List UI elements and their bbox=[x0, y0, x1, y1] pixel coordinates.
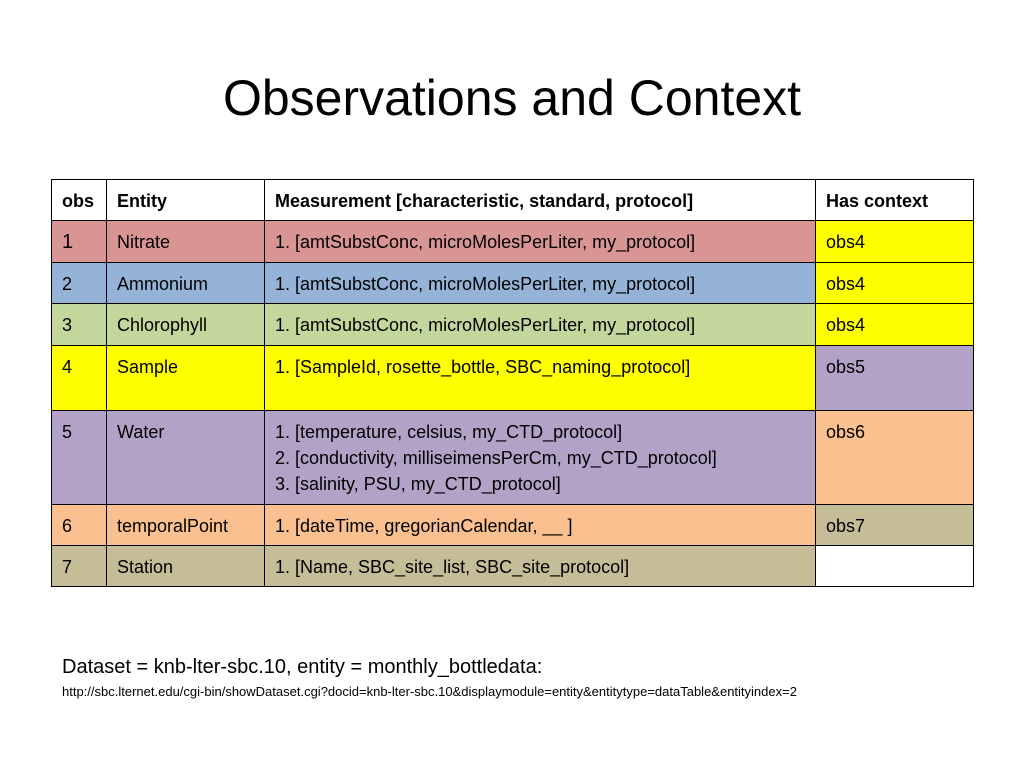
entity-cell: temporalPoint bbox=[107, 505, 265, 546]
context-cell: obs4 bbox=[816, 304, 974, 346]
header-has-context: Has context bbox=[816, 180, 974, 221]
measurement-cell bbox=[265, 263, 816, 304]
entity-cell: Sample bbox=[107, 346, 265, 411]
dataset-caption: Dataset = knb-lter-sbc.10, entity = monthly_bottledata: bbox=[62, 656, 543, 678]
table-header-row bbox=[52, 180, 974, 221]
measurement-cell bbox=[265, 346, 816, 411]
obs-cell: 4 bbox=[52, 346, 107, 411]
obs-cell: 5 bbox=[52, 411, 107, 505]
entity-cell: Ammonium bbox=[107, 263, 265, 304]
entity-cell: Chlorophyll bbox=[107, 304, 265, 346]
entity-cell: Station bbox=[107, 546, 265, 587]
table-row bbox=[52, 263, 974, 304]
measurement-line: 1. [amtSubstConc, microMolesPerLiter, my_protocol] bbox=[275, 232, 696, 252]
obs-cell: 2 bbox=[52, 263, 107, 304]
measurement-line: 1. [Name, SBC_site_list, SBC_site_protocol] bbox=[275, 557, 630, 577]
measurement-line: 3. [salinity, PSU, my_CTD_protocol] bbox=[275, 474, 561, 494]
table-row bbox=[52, 411, 974, 505]
dataset-url: http://sbc.lternet.edu/cgi-bin/showDataset.cgi?docid=knb-lter-sbc.10&displaymodule=entity&entitytype=dataTable&entityindex=2 bbox=[62, 684, 797, 699]
entity-cell: Nitrate bbox=[107, 221, 265, 263]
table-row bbox=[52, 346, 974, 411]
context-cell: obs4 bbox=[816, 263, 974, 304]
context-cell: obs5 bbox=[816, 346, 974, 411]
measurement-cell bbox=[265, 221, 816, 263]
measurement-line: 1. [amtSubstConc, microMolesPerLiter, my_protocol] bbox=[275, 274, 696, 294]
measurement-line: 1. [SampleId, rosette_bottle, SBC_naming_protocol] bbox=[275, 357, 691, 377]
measurement-line: 1. [dateTime, gregorianCalendar, __ ] bbox=[275, 516, 573, 536]
table-row bbox=[52, 304, 974, 346]
context-cell: obs6 bbox=[816, 411, 974, 505]
measurement-cell bbox=[265, 546, 816, 587]
header-obs: obs bbox=[52, 180, 107, 221]
measurement-cell bbox=[265, 505, 816, 546]
obs-cell: 1 bbox=[52, 221, 107, 263]
measurement-cell bbox=[265, 304, 816, 346]
context-cell bbox=[816, 546, 974, 587]
header-entity: Entity bbox=[107, 180, 265, 221]
measurement-line: 1. [temperature, celsius, my_CTD_protocol] bbox=[275, 422, 623, 442]
measurement-line: 1. [amtSubstConc, microMolesPerLiter, my_protocol] bbox=[275, 315, 696, 335]
header-measurement: Measurement [characteristic, standard, protocol] bbox=[265, 180, 816, 221]
context-cell: obs7 bbox=[816, 505, 974, 546]
obs-cell: 7 bbox=[52, 546, 107, 587]
obs-cell: 3 bbox=[52, 304, 107, 346]
table-row bbox=[52, 221, 974, 263]
entity-cell: Water bbox=[107, 411, 265, 505]
context-cell: obs4 bbox=[816, 221, 974, 263]
measurement-cell bbox=[265, 411, 816, 505]
obs-cell: 6 bbox=[52, 505, 107, 546]
measurement-line: 2. [conductivity, milliseimensPerCm, my_CTD_protocol] bbox=[275, 448, 717, 468]
slide-title: Observations and Context bbox=[222, 70, 802, 126]
table-row bbox=[52, 505, 974, 546]
observations-table bbox=[51, 179, 974, 587]
table-row bbox=[52, 546, 974, 587]
